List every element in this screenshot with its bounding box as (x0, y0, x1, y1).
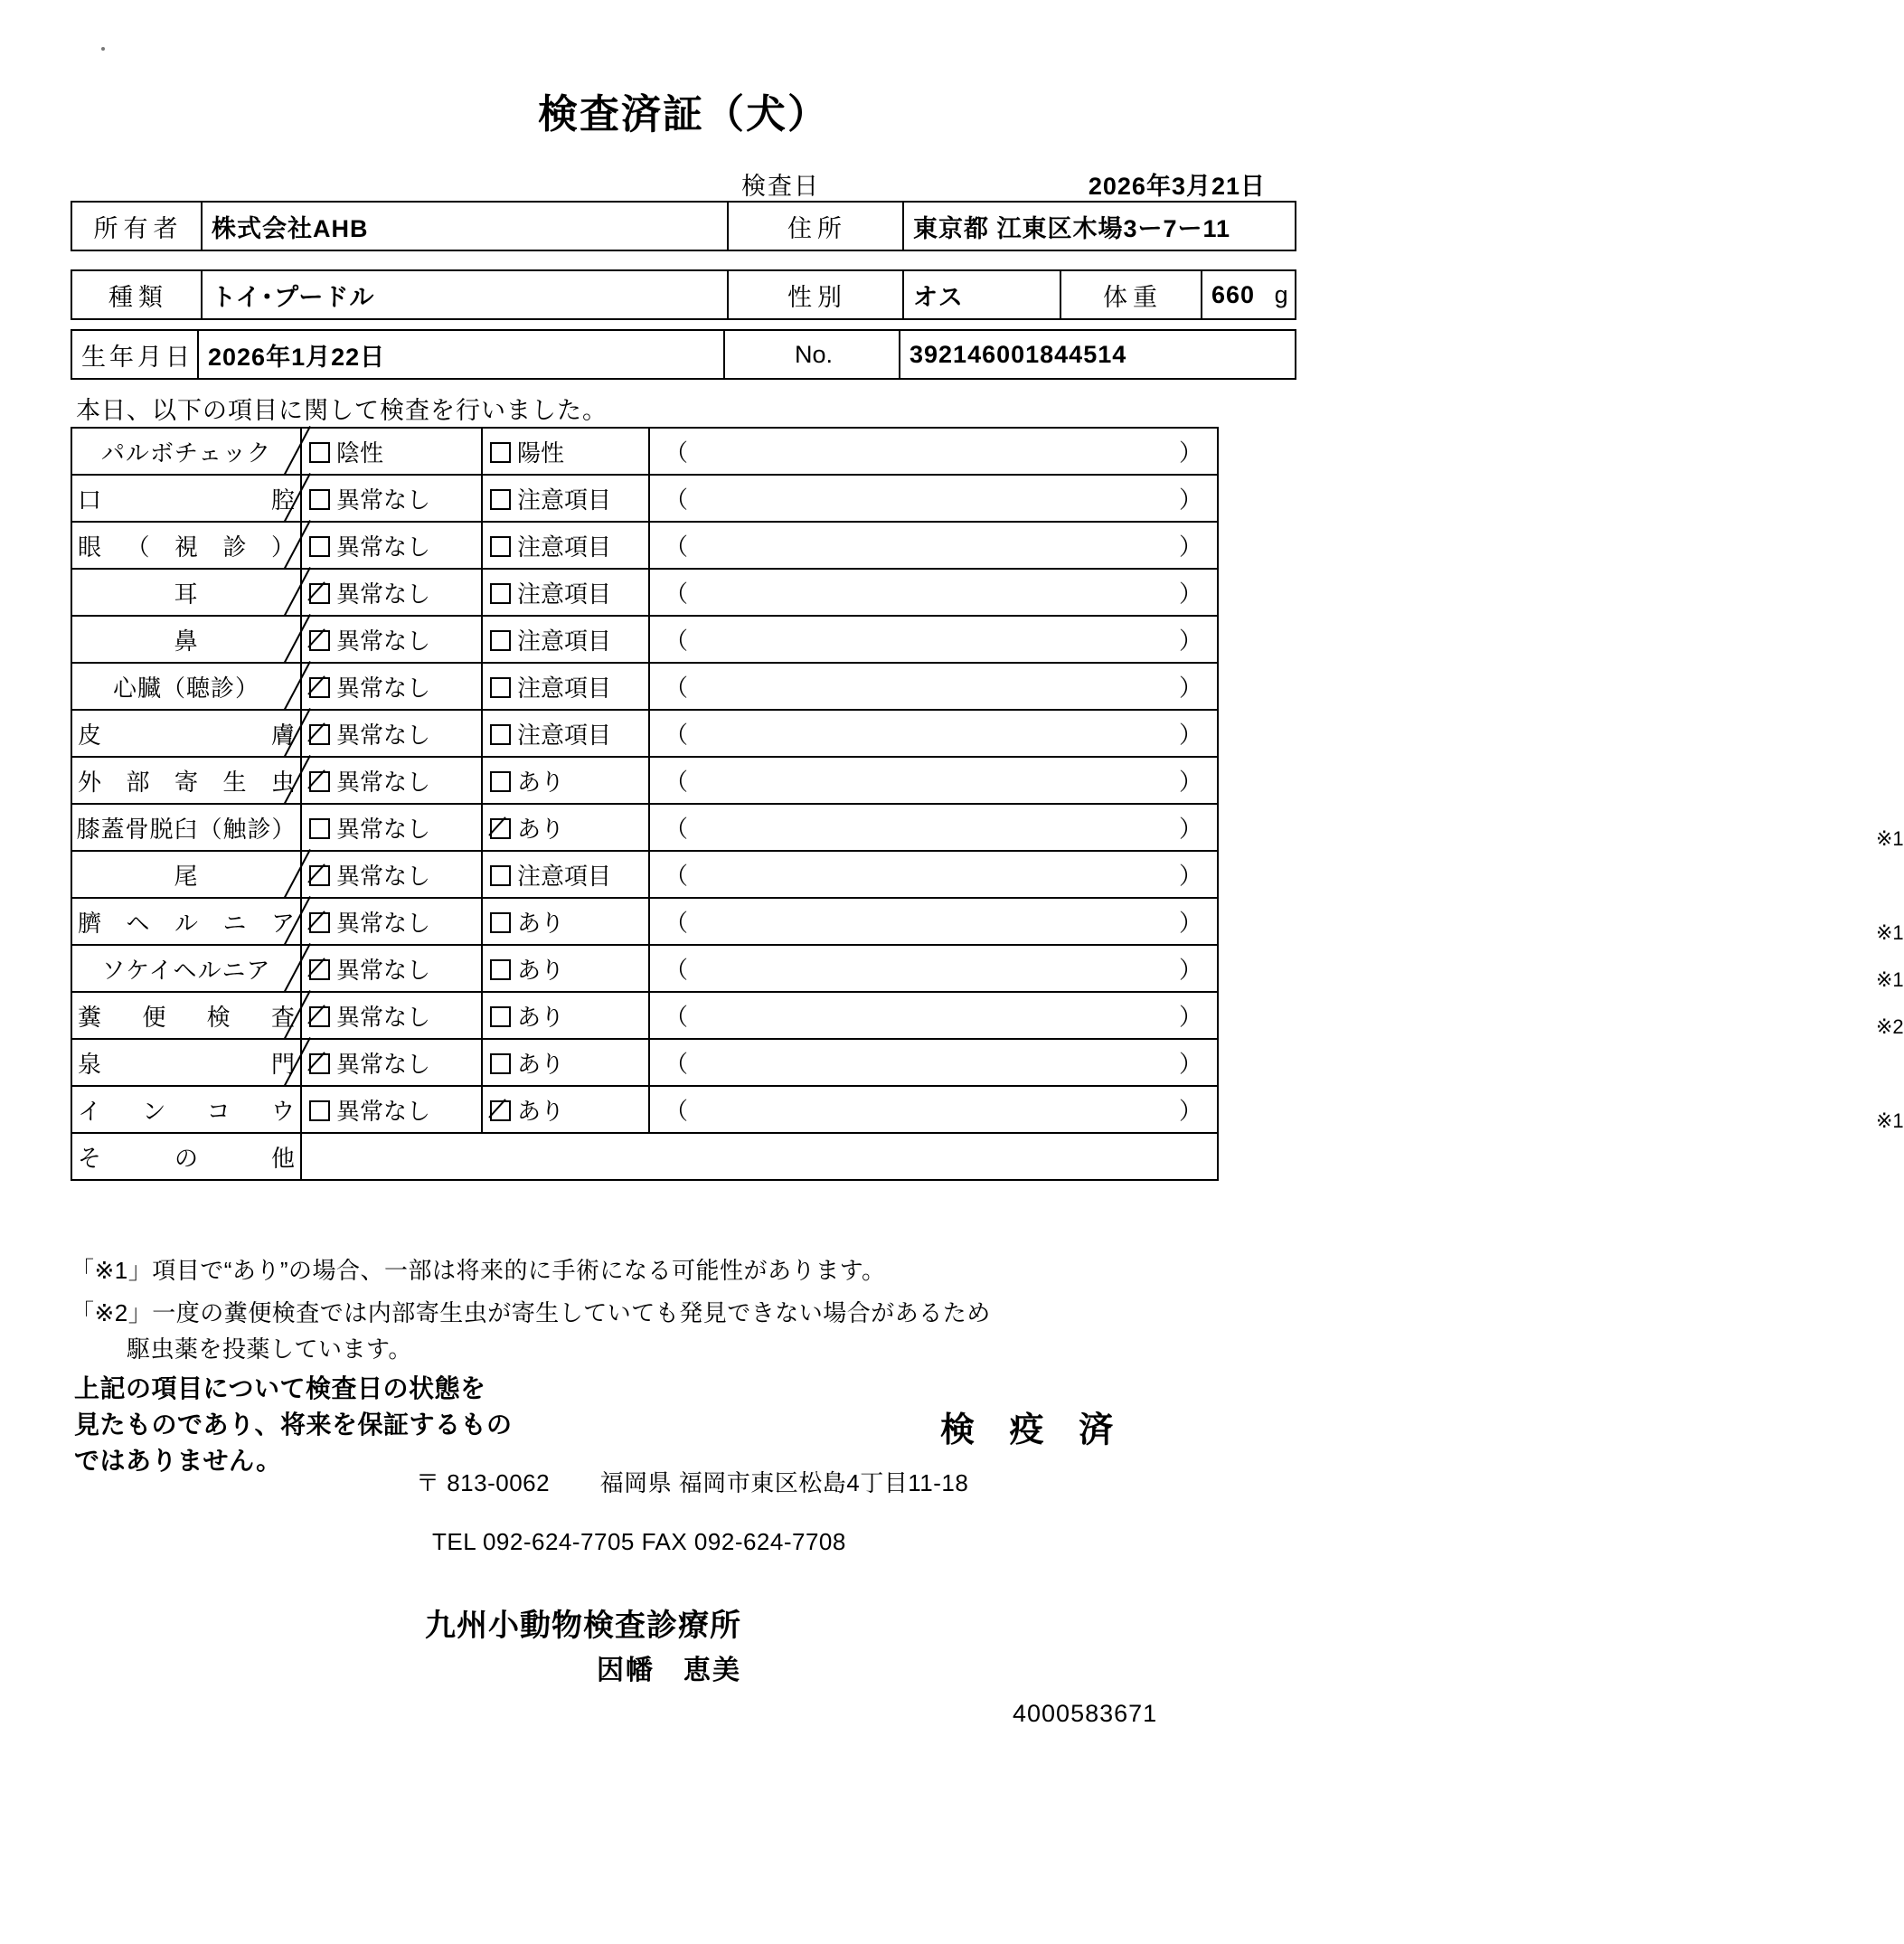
checkbox-icon[interactable] (490, 583, 511, 604)
birth-table (71, 329, 1296, 380)
exam-item-label: 皮 膚 (71, 710, 301, 757)
exam-item-label: 臍 ヘ ル ニ ア (71, 898, 301, 945)
weight-label: 体重 (1060, 270, 1202, 319)
exam-item-option-1-label: 異常なし (336, 721, 431, 749)
paren-open: （ (665, 909, 689, 937)
page-title: 検査済証（犬） (538, 92, 829, 137)
checkbox-icon[interactable] (490, 1006, 511, 1027)
clinic-postal-code: 〒 813-0062 (416, 1469, 551, 1496)
exam-item-option-1[interactable] (301, 616, 482, 663)
paren-close: ） (1178, 439, 1202, 467)
paren-open: （ (665, 768, 689, 796)
exam-item-row (71, 428, 1218, 475)
checkbox-icon[interactable] (490, 630, 511, 651)
checkbox-icon[interactable] (490, 771, 511, 792)
exam-item-option-1-label: 異常なし (336, 1097, 431, 1125)
exam-item-option-1[interactable] (301, 992, 482, 1039)
exam-item-label: 眼 （ 視 診 ） (71, 522, 301, 569)
paren-open: （ (665, 1050, 689, 1078)
sex-value: オス (903, 270, 1060, 319)
paren-close: ） (1178, 815, 1202, 843)
exam-item-option-1-label: 異常なし (336, 486, 431, 514)
exam-item-option-1[interactable] (301, 898, 482, 945)
document-number: 4000583671 (1013, 1700, 1158, 1727)
exam-item-other-blank[interactable] (301, 1133, 1218, 1180)
checkbox-icon[interactable] (309, 442, 330, 463)
exam-item-remarks[interactable] (649, 569, 1218, 616)
checkbox-icon[interactable] (309, 1006, 330, 1027)
exam-item-remarks[interactable] (649, 663, 1218, 710)
exam-item-label: パルボチェック (71, 428, 301, 475)
exam-item-option-2[interactable] (482, 616, 649, 663)
exam-item-label: 耳 (71, 569, 301, 616)
checkbox-icon[interactable] (309, 536, 330, 557)
checkbox-icon[interactable] (490, 724, 511, 745)
exam-item-option-2[interactable] (482, 757, 649, 804)
exam-item-label: 泉 門 (71, 1039, 301, 1086)
exam-item-remarks[interactable] (649, 757, 1218, 804)
paren-open: （ (665, 956, 689, 984)
paren-open: （ (665, 627, 689, 655)
paren-open: （ (665, 815, 689, 843)
exam-item-option-1-label: 陰性 (336, 439, 384, 467)
exam-item-remarks[interactable] (649, 428, 1218, 475)
exam-item-note-mark: ※1 (1876, 1109, 1904, 1132)
exam-item-row (71, 569, 1218, 616)
exam-item-row (71, 710, 1218, 757)
exam-item-note-mark: ※1 (1876, 827, 1904, 850)
quarantine-stamp: 検 疫 済 (940, 1411, 1126, 1449)
disclaimer-line-1: 上記の項目について検査日の状態を (74, 1374, 486, 1402)
exam-item-remarks[interactable] (649, 1086, 1904, 1133)
exam-item-remarks[interactable] (649, 522, 1218, 569)
exam-item-option-1-label: 異常なし (336, 580, 431, 608)
exam-item-remarks[interactable] (649, 710, 1218, 757)
exam-item-remarks[interactable] (649, 851, 1218, 898)
sex-label: 性別 (728, 270, 903, 319)
clinic-name: 九州小動物検査診療所 (425, 1609, 741, 1643)
exam-item-remarks[interactable] (649, 898, 1904, 945)
table-row (71, 330, 1296, 379)
footnote-1: 「※1」項目で“あり”の場合、一部は将来的に手術になる可能性があります。 (71, 1257, 886, 1284)
checkbox-icon[interactable] (490, 959, 511, 980)
kind-table (71, 269, 1296, 320)
paren-open: （ (665, 580, 689, 608)
checkbox-icon[interactable] (309, 959, 330, 980)
exam-item-option-2[interactable] (482, 710, 649, 757)
registration-no-label: No. (724, 330, 900, 379)
checkbox-icon[interactable] (490, 1100, 511, 1121)
exam-item-row (71, 663, 1218, 710)
weight-unit: g (1274, 280, 1288, 308)
clinic-contact: TEL 092-624-7705 FAX 092-624-7708 (432, 1528, 846, 1555)
exam-item-option-1[interactable] (301, 945, 482, 992)
exam-item-label: イ ン コ ウ (71, 1086, 301, 1133)
checkbox-icon[interactable] (309, 1053, 330, 1074)
kind-label: 種類 (71, 270, 202, 319)
exam-item-row (71, 1133, 1218, 1180)
exam-item-option-2-label: あり (517, 956, 565, 984)
checkbox-icon[interactable] (309, 771, 330, 792)
checkbox-icon[interactable] (490, 677, 511, 698)
checkbox-icon[interactable] (490, 1053, 511, 1074)
paren-close: ） (1178, 486, 1202, 514)
exam-item-option-2-label: 注意項目 (517, 862, 612, 890)
exam-item-option-1[interactable] (301, 522, 482, 569)
exam-item-option-2-label: 注意項目 (517, 674, 612, 702)
exam-item-row (71, 1039, 1218, 1086)
exam-item-option-2-label: 注意項目 (517, 627, 612, 655)
paren-close: ） (1178, 862, 1202, 890)
paren-close: ） (1178, 674, 1202, 702)
exam-item-option-1[interactable] (301, 1039, 482, 1086)
exam-item-option-1[interactable] (301, 1086, 482, 1133)
exam-item-label: ソケイヘルニア (71, 945, 301, 992)
checkbox-icon[interactable] (309, 865, 330, 886)
paren-close: ） (1178, 1003, 1202, 1031)
birthdate-value: 2026年1月22日 (198, 330, 724, 379)
exam-item-remarks[interactable] (649, 616, 1218, 663)
exam-item-remarks[interactable] (649, 1039, 1218, 1086)
exam-item-remarks[interactable] (649, 475, 1218, 522)
checkbox-icon[interactable] (309, 630, 330, 651)
birthdate-label: 生年月日 (71, 330, 198, 379)
exam-item-option-2-label: あり (517, 815, 565, 843)
checkbox-icon[interactable] (490, 818, 511, 839)
exam-item-remarks[interactable] (649, 992, 1904, 1039)
exam-item-label: 糞 便 検 査 (71, 992, 301, 1039)
checkbox-icon[interactable] (490, 912, 511, 933)
exam-item-row (71, 757, 1218, 804)
exam-item-label: 心臓（聴診） (71, 663, 301, 710)
exam-item-option-1[interactable] (301, 804, 482, 851)
paren-close: ） (1178, 1097, 1202, 1125)
owner-value: 株式会社AHB (202, 202, 728, 250)
exam-item-option-2-label: あり (517, 768, 565, 796)
exam-item-label: 尾 (71, 851, 301, 898)
paren-open: （ (665, 486, 689, 514)
exam-item-option-2-label: あり (517, 1097, 565, 1125)
exam-item-option-2-label: 注意項目 (517, 721, 612, 749)
disclaimer-line-3: ではありません。 (74, 1446, 282, 1475)
paren-open: （ (665, 439, 689, 467)
exam-item-option-1[interactable] (301, 428, 482, 475)
paren-open: （ (665, 1097, 689, 1125)
exam-item-note-mark: ※2 (1876, 1015, 1904, 1038)
exam-item-option-2[interactable] (482, 898, 649, 945)
exam-item-label: 膝蓋骨脱臼（触診） (71, 804, 301, 851)
paren-close: ） (1178, 1050, 1202, 1078)
exam-item-option-1[interactable] (301, 851, 482, 898)
exam-item-remarks[interactable] (649, 804, 1904, 851)
owner-label: 所有者 (71, 202, 202, 250)
registration-no-value: 392146001844514 (900, 330, 1296, 379)
exam-item-option-1-label: 異常なし (336, 815, 431, 843)
exam-items-table (71, 427, 1904, 1181)
paren-close: ） (1178, 533, 1202, 561)
checkbox-icon[interactable] (490, 536, 511, 557)
exam-item-row (71, 522, 1218, 569)
checkbox-icon[interactable] (309, 1100, 330, 1121)
kind-value: トイ･プードル (202, 270, 728, 319)
exam-item-option-1-label: 異常なし (336, 956, 431, 984)
intro-text: 本日、以下の項目に関して検査を行いました。 (76, 397, 608, 424)
paren-close: ） (1178, 909, 1202, 937)
paren-close: ） (1178, 768, 1202, 796)
exam-item-option-1-label: 異常なし (336, 674, 431, 702)
exam-item-option-1[interactable] (301, 663, 482, 710)
checkbox-icon[interactable] (490, 442, 511, 463)
checkbox-icon[interactable] (309, 912, 330, 933)
exam-item-option-1-label: 異常なし (336, 768, 431, 796)
exam-item-label: 口 腔 (71, 475, 301, 522)
exam-date-label: 検査日 (741, 173, 820, 200)
exam-item-option-1-label: 異常なし (336, 1003, 431, 1031)
exam-item-label: 鼻 (71, 616, 301, 663)
exam-item-row (71, 945, 1218, 992)
exam-item-option-2-label: 注意項目 (517, 486, 612, 514)
paren-close: ） (1178, 627, 1202, 655)
exam-item-option-2[interactable] (482, 522, 649, 569)
exam-item-option-1-label: 異常なし (336, 627, 431, 655)
disclaimer-statement (74, 1371, 513, 1478)
exam-item-row (71, 616, 1218, 663)
exam-item-option-1-label: 異常なし (336, 909, 431, 937)
exam-item-remarks[interactable] (649, 945, 1904, 992)
paren-open: （ (665, 674, 689, 702)
exam-date-value: 2026年3月21日 (1088, 173, 1266, 200)
checkbox-icon[interactable] (309, 818, 330, 839)
disclaimer-line-2: 見たものであり、将来を保証するもの (74, 1410, 513, 1439)
exam-item-option-2[interactable] (482, 1039, 649, 1086)
paren-close: ） (1178, 580, 1202, 608)
exam-item-label: 外 部 寄 生 虫 (71, 757, 301, 804)
exam-item-option-2-label: 注意項目 (517, 533, 612, 561)
table-row (71, 270, 1296, 319)
address-value: 東京都 江東区木場3ー7ー11 (903, 202, 1296, 250)
footnote-2-cont: 駆虫薬を投薬しています。 (127, 1335, 412, 1363)
table-row (71, 202, 1296, 250)
exam-item-option-1[interactable] (301, 475, 482, 522)
owner-table (71, 201, 1296, 251)
checkbox-icon[interactable] (490, 865, 511, 886)
exam-item-row (71, 992, 1218, 1039)
paren-close: ） (1178, 721, 1202, 749)
exam-item-option-2[interactable] (482, 663, 649, 710)
exam-item-row (71, 1086, 1218, 1133)
checkbox-icon[interactable] (309, 583, 330, 604)
exam-item-option-2-label: あり (517, 1003, 565, 1031)
exam-item-option-1[interactable] (301, 757, 482, 804)
paren-open: （ (665, 1003, 689, 1031)
exam-item-row (71, 898, 1218, 945)
veterinarian-name: 因幡 恵美 (597, 1656, 741, 1685)
exam-item-note-mark: ※1 (1876, 968, 1904, 991)
checkbox-icon[interactable] (309, 677, 330, 698)
checkbox-icon[interactable] (490, 489, 511, 510)
exam-item-option-2-label: 陽性 (517, 439, 565, 467)
scan-speck (101, 47, 105, 51)
exam-date-row (741, 166, 1266, 202)
paren-open: （ (665, 533, 689, 561)
exam-item-option-2[interactable] (482, 851, 649, 898)
exam-item-label: そ の 他 (71, 1133, 301, 1180)
exam-item-option-1[interactable] (301, 569, 482, 616)
exam-item-option-2-label: あり (517, 909, 565, 937)
exam-item-row (71, 804, 1218, 851)
exam-item-option-2[interactable] (482, 569, 649, 616)
exam-item-option-2[interactable] (482, 992, 649, 1039)
checkbox-icon[interactable] (309, 724, 330, 745)
exam-item-option-1-label: 異常なし (336, 533, 431, 561)
footnote-2: 「※2」一度の糞便検査では内部寄生虫が寄生していても発見できない場合があるため (71, 1299, 991, 1326)
paren-close: ） (1178, 956, 1202, 984)
exam-item-option-2[interactable] (482, 945, 649, 992)
clinic-address (416, 1465, 968, 1498)
exam-item-note-mark: ※1 (1876, 921, 1904, 944)
address-label: 住所 (728, 202, 903, 250)
paren-open: （ (665, 721, 689, 749)
checkbox-icon[interactable] (309, 489, 330, 510)
exam-item-option-2-label: あり (517, 1050, 565, 1078)
exam-item-row (71, 851, 1218, 898)
clinic-address-value: 福岡県 福岡市東区松島4丁目11-18 (599, 1469, 969, 1496)
exam-item-option-2[interactable] (482, 804, 649, 851)
weight-cell (1202, 270, 1296, 319)
exam-item-option-1[interactable] (301, 710, 482, 757)
exam-item-option-1-label: 異常なし (336, 1050, 431, 1078)
exam-item-option-2[interactable] (482, 1086, 649, 1133)
paren-open: （ (665, 862, 689, 890)
exam-item-option-2[interactable] (482, 475, 649, 522)
weight-value: 660 (1211, 280, 1256, 308)
exam-item-option-2[interactable] (482, 428, 649, 475)
exam-item-option-2-label: 注意項目 (517, 580, 612, 608)
exam-item-option-1-label: 異常なし (336, 862, 431, 890)
exam-item-row (71, 475, 1218, 522)
